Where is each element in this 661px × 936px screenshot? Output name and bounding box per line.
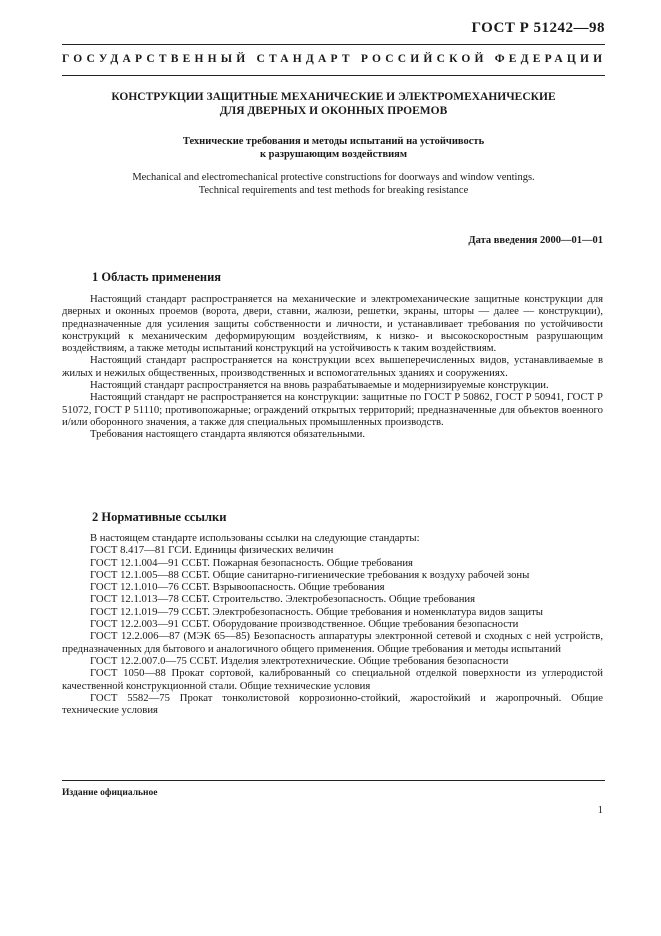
reference-item: ГОСТ 8.417—81 ГСИ. Единицы физических величин (90, 544, 334, 557)
paragraph: Настоящий стандарт распространяется на конструкции всех вышеперечисленных видов, устанавливаемые в жилых и нежилых общественных, производственных и вспомогательных зданиях и сооружениях. (62, 354, 603, 379)
reference-item: ГОСТ 12.2.003—91 ССБТ. Оборудование производственное. Общие требования безопасности (90, 618, 519, 631)
document-subtitle (62, 135, 605, 161)
section-2-body (62, 532, 603, 716)
paragraph: Настоящий стандарт распространяется на вновь разрабатываемые и модернизируемые конструкции. (90, 379, 549, 392)
paragraph: Требования настоящего стандарта являются обязательными. (90, 428, 366, 441)
reference-item: ГОСТ 12.2.006—87 (МЭК 65—85) Безопасность аппаратуры электронной сетевой и сходных с ней устройств, предназначенных для бытового и аналогичного общего применения. Общие требования и методы испытаний (62, 630, 603, 655)
gost-number: ГОСТ Р 51242—98 (471, 20, 605, 36)
section-1-body (62, 293, 603, 441)
subtitle-line: Технические требования и методы испытаний на устойчивость (182, 136, 485, 147)
reference-item: ГОСТ 5582—75 Прокат тонколистовой коррозионно-стойкий, жаростойкий и жаропрочный. Общие технические условия (62, 691, 603, 717)
official-edition-label: Издание официальное (62, 788, 158, 798)
page-number: 1 (597, 805, 603, 816)
section-heading: 2 Нормативные ссылки (92, 510, 227, 524)
subtitle-line: к разрушающим воздействиям (259, 149, 408, 160)
section-heading: 1 Область применения (92, 270, 222, 284)
reference-item: ГОСТ 12.1.010—76 ССБТ. Взрывоопасность. Общие требования (90, 581, 385, 594)
header-rule-lower (62, 75, 605, 76)
reference-item: ГОСТ 12.1.013—78 ССБТ. Строительство. Электробезопасность. Общие требования (90, 593, 476, 606)
paragraph: В настоящем стандарте использованы ссылки на следующие стандарты: (90, 532, 420, 544)
paragraph: Настоящий стандарт распространяется на механические и электромеханические защитные конструкции для дверных и оконных проемов (ворота, двери, ставни, жалюзи, решетки, экраны, шторы — далее — конструкции), предназначенные для усиления защиты собственности и личности, и устанавливает требования по устойчивости конструкций к механическим деформирующим воздействиям, к низко- и высокоскоростным разрушающим воздействиям, а также методы испытаний конструкций на устойчивость к таким воздействиям. (62, 293, 603, 355)
reference-item: ГОСТ 12.2.007.0—75 ССБТ. Изделия электротехнические. Общие требования безопасности (90, 654, 509, 667)
reference-item: ГОСТ 12.1.004—91 ССБТ. Пожарная безопасность. Общие требования (90, 556, 413, 569)
title-line: КОНСТРУКЦИИ ЗАЩИТНЫЕ МЕХАНИЧЕСКИЕ И ЭЛЕКТРОМЕХАНИЧЕСКИЕ (111, 91, 556, 103)
document-title (62, 90, 605, 118)
english-title-line: Mechanical and electromechanical protective constructions for doorways and window ventings. (132, 172, 535, 183)
paragraph: Настоящий стандарт не распространяется на конструкции: защитные по ГОСТ Р 50862, ГОСТ Р 50941, ГОСТ Р 51072, ГОСТ Р 51110; противопожарные; ограждений открытых территорий; предназначенные для объектов военного и/или оборонного значения, а также для специальных промышленных производств. (62, 391, 603, 428)
reference-item: ГОСТ 1050—88 Прокат сортовой, калиброванный со специальной отделкой поверхности из углеродистой качественной конструкционной стали. Общие технические условия (62, 667, 603, 692)
footer-rule (62, 780, 605, 781)
header-rule (62, 44, 605, 45)
state-standard-heading: ГОСУДАРСТВЕННЫЙ СТАНДАРТ РОССИЙСКОЙ ФЕДЕРАЦИИ (62, 53, 607, 65)
reference-item: ГОСТ 12.1.019—79 ССБТ. Электробезопасность. Общие требования и номенклатура видов защиты (90, 605, 543, 618)
english-title (62, 172, 605, 197)
reference-item: ГОСТ 12.1.005—88 ССБТ. Общие санитарно-гигиенические требования к воздуху рабочей зоны (90, 568, 530, 581)
title-line: ДЛЯ ДВЕРНЫХ И ОКОННЫХ ПРОЕМОВ (219, 105, 448, 117)
introduction-date: Дата введения 2000—01—01 (468, 235, 603, 246)
english-title-line: Technical requirements and test methods for breaking resistance (198, 184, 469, 196)
